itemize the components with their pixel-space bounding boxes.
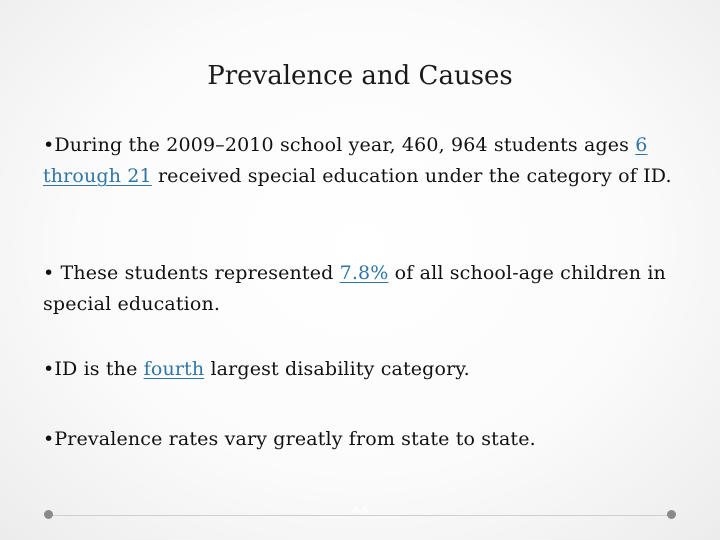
footer-left-dot bbox=[44, 510, 53, 519]
bullet-3-prefix: •ID is the bbox=[43, 358, 144, 380]
bullet-3-suffix: largest disability category. bbox=[204, 358, 470, 380]
age-range-link[interactable]: 6 through 21 bbox=[43, 134, 648, 187]
footer-right-dot bbox=[667, 510, 676, 519]
bullet-prevalence bbox=[43, 424, 683, 455]
bullet-1-suffix: received special education under the category of ID. bbox=[151, 165, 672, 187]
bullet-school-year bbox=[43, 130, 683, 192]
bullet-1-prefix: •During the 2009–2010 school year, 460, 964 students ages bbox=[43, 134, 636, 156]
bullet-4-text: •Prevalence rates vary greatly from state to state. bbox=[43, 428, 536, 450]
slide-title bbox=[0, 59, 720, 93]
bullet-2-prefix: • These students represented bbox=[43, 262, 340, 284]
bullet-2-suffix: of all school-age children in special education. bbox=[43, 262, 666, 315]
slide-number: 4-8 bbox=[352, 505, 368, 517]
bullet-disability-rank bbox=[43, 354, 683, 385]
fourth-link[interactable]: fourth bbox=[143, 358, 205, 380]
percentage-link[interactable]: 7.8% bbox=[339, 262, 389, 284]
slide-title-text: Prevalence and Causes bbox=[207, 61, 513, 91]
bullet-percentage bbox=[43, 258, 683, 320]
